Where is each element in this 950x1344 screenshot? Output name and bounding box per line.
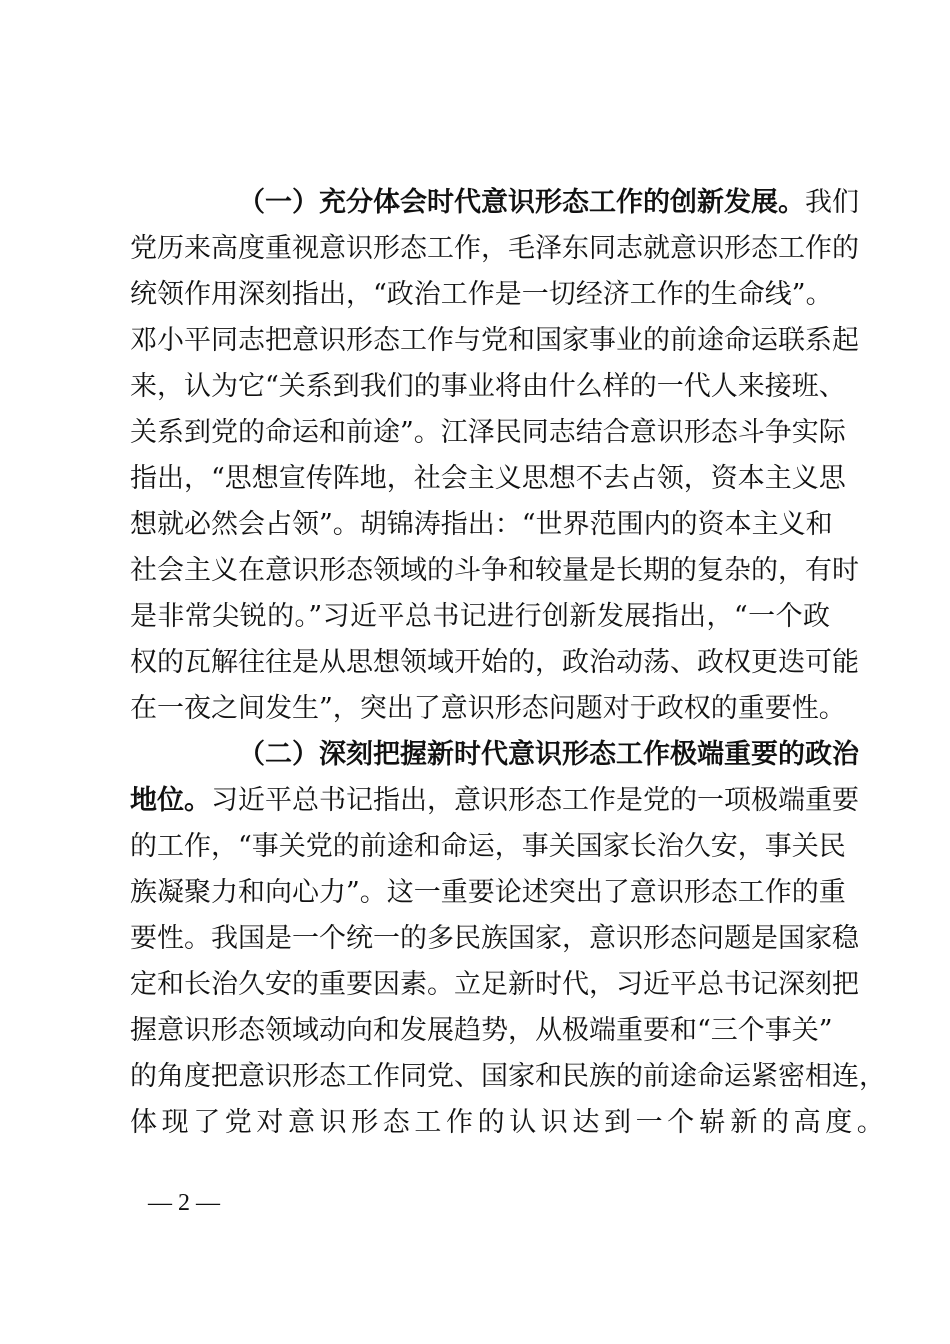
section-heading-1: （一）充分体会时代意识形态工作的创新发展。 <box>238 187 805 218</box>
text-line <box>130 778 859 824</box>
text-line: 统领作用深刻指出，“政治工作是一切经济工作的生命线”。 <box>130 279 833 310</box>
text-line: 社会主义在意识形态领域的斗争和较量是长期的复杂的，有时 <box>130 555 859 586</box>
text-line: 想就必然会占领”。胡锦涛指出：“世界范围内的资本主义和 <box>130 509 833 540</box>
text-line: 邓小平同志把意识形态工作与党和国家事业的前途命运联系起 <box>130 325 859 356</box>
text-line: 定和长治久安的重要因素。立足新时代，习近平总书记深刻把 <box>130 969 859 1000</box>
text-line: 的角度把意识形态工作同党、国家和民族的前途命运紧密相连， <box>130 1061 886 1092</box>
text-line: 来，认为它“关系到我们的事业将由什么样的一代人来接班、 <box>130 371 846 402</box>
text-line: 的工作，“事关党的前途和命运，事关国家长治久安，事关民 <box>130 831 846 862</box>
paragraph-2-first-line <box>238 732 859 778</box>
section-heading-2-cont: 地位。 <box>130 785 211 816</box>
text-line: 体现了党对意识形态工作的认识达到一个崭新的高度。 <box>130 1107 889 1138</box>
text-line: 族凝聚力和向心力”。这一重要论述突出了意识形态工作的重 <box>130 877 846 908</box>
section-heading-2: （二）深刻把握新时代意识形态工作极端重要的政治 <box>238 739 859 770</box>
text-line: 指出，“思想宣传阵地，社会主义思想不去占领，资本主义思 <box>130 463 846 494</box>
text-line: 要性。我国是一个统一的多民族国家，意识形态问题是国家稳 <box>130 923 859 954</box>
text-line: 权的瓦解往往是从思想领域开始的，政治动荡、政权更迭可能 <box>130 647 859 678</box>
text-line: 关系到党的命运和前途”。江泽民同志结合意识形态斗争实际 <box>130 417 846 448</box>
text-line: 党历来高度重视意识形态工作，毛泽东同志就意识形态工作的 <box>130 233 859 264</box>
text-segment: 我们 <box>805 187 859 218</box>
text-line: 在一夜之间发生”，突出了意识形态问题对于政权的重要性。 <box>130 693 846 724</box>
text-segment: 习近平总书记指出，意识形态工作是党的一项极端重要 <box>211 785 859 816</box>
text-line: 是非常尖锐的。”习近平总书记进行创新发展指出，“一个政 <box>130 601 830 632</box>
page-number: — 2 — <box>148 1190 220 1216</box>
text-line: 握意识形态领域动向和发展趋势，从极端重要和“三个事关” <box>130 1015 833 1046</box>
paragraph-1-first-line <box>238 180 859 226</box>
